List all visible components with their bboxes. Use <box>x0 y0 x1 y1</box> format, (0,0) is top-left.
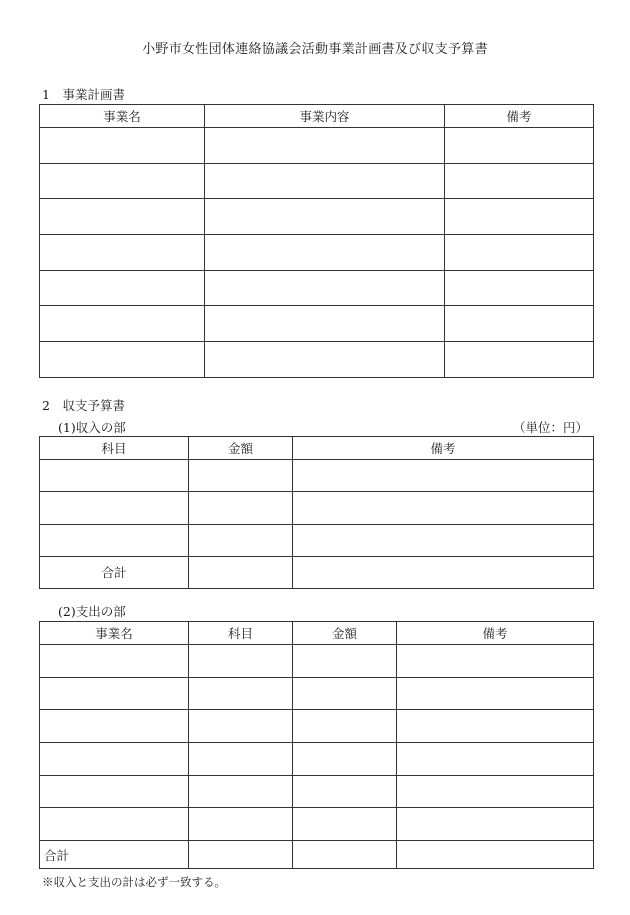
expense-cell[interactable] <box>40 775 189 808</box>
expense-cell[interactable] <box>397 677 594 710</box>
expense-cell[interactable] <box>189 808 293 841</box>
plan-row <box>40 199 594 235</box>
expense-heading: (2)支出の部 <box>58 604 126 619</box>
expense-cell[interactable] <box>397 645 594 678</box>
expense-header-item: 科目 <box>189 622 293 645</box>
expense-cell[interactable] <box>397 743 594 776</box>
expense-total-notes[interactable] <box>397 841 594 869</box>
expense-row <box>40 710 594 743</box>
plan-row <box>40 270 594 306</box>
expense-row <box>40 645 594 678</box>
plan-cell[interactable] <box>445 270 594 306</box>
expense-cell[interactable] <box>189 710 293 743</box>
income-cell[interactable] <box>40 460 189 492</box>
plan-cell[interactable] <box>40 270 205 306</box>
income-cell[interactable] <box>293 460 594 492</box>
income-cell[interactable] <box>189 460 293 492</box>
plan-cell[interactable] <box>445 306 594 342</box>
section2-heading: 2 収支予算書 <box>42 398 125 413</box>
income-total-label: 合計 <box>40 556 189 588</box>
plan-cell[interactable] <box>445 235 594 271</box>
expense-cell[interactable] <box>189 775 293 808</box>
plan-row <box>40 306 594 342</box>
expense-total-label: 合計 <box>40 841 189 869</box>
expense-cell[interactable] <box>40 710 189 743</box>
plan-cell[interactable] <box>205 199 445 235</box>
expense-row <box>40 677 594 710</box>
plan-cell[interactable] <box>205 270 445 306</box>
plan-cell[interactable] <box>40 128 205 164</box>
expense-cell[interactable] <box>40 677 189 710</box>
plan-cell[interactable] <box>205 163 445 199</box>
section1-heading: 1 事業計画書 <box>42 87 125 102</box>
income-table <box>39 436 594 589</box>
expense-row <box>40 775 594 808</box>
expense-row <box>40 743 594 776</box>
plan-cell[interactable] <box>445 199 594 235</box>
plan-cell[interactable] <box>445 163 594 199</box>
expense-cell[interactable] <box>397 775 594 808</box>
unit-label: （単位：円） <box>512 420 588 435</box>
income-row <box>40 460 594 492</box>
plan-row <box>40 128 594 164</box>
plan-header-content: 事業内容 <box>205 105 445 128</box>
expense-cell[interactable] <box>40 743 189 776</box>
expense-cell[interactable] <box>293 710 397 743</box>
plan-row <box>40 342 594 378</box>
plan-cell[interactable] <box>40 306 205 342</box>
expense-cell[interactable] <box>189 677 293 710</box>
footnote: ※収入と支出の計は必ず一致する。 <box>42 875 226 889</box>
plan-cell[interactable] <box>40 199 205 235</box>
expense-header-amount: 金額 <box>293 622 397 645</box>
plan-cell[interactable] <box>40 235 205 271</box>
income-row <box>40 524 594 556</box>
income-header-notes: 備考 <box>293 437 594 460</box>
plan-cell[interactable] <box>205 342 445 378</box>
plan-header-name: 事業名 <box>40 105 205 128</box>
income-cell[interactable] <box>293 492 594 524</box>
expense-row <box>40 808 594 841</box>
plan-cell[interactable] <box>40 342 205 378</box>
expense-cell[interactable] <box>293 775 397 808</box>
expense-cell[interactable] <box>189 645 293 678</box>
income-total-amount[interactable] <box>189 556 293 588</box>
expense-table <box>39 621 594 869</box>
income-cell[interactable] <box>293 524 594 556</box>
income-cell[interactable] <box>40 524 189 556</box>
plan-cell[interactable] <box>205 306 445 342</box>
income-header-amount: 金額 <box>189 437 293 460</box>
page-title: 小野市女性団体連絡協議会活動事業計画書及び収支予算書 <box>142 42 488 57</box>
expense-cell[interactable] <box>293 645 397 678</box>
plan-cell[interactable] <box>205 128 445 164</box>
expense-cell[interactable] <box>293 743 397 776</box>
expense-cell[interactable] <box>40 808 189 841</box>
plan-header-notes: 備考 <box>445 105 594 128</box>
plan-row <box>40 235 594 271</box>
income-cell[interactable] <box>189 492 293 524</box>
plan-cell[interactable] <box>445 128 594 164</box>
expense-cell[interactable] <box>189 743 293 776</box>
plan-table <box>39 104 594 378</box>
income-heading: (1)収入の部 <box>58 420 126 435</box>
expense-header-project: 事業名 <box>40 622 189 645</box>
expense-cell[interactable] <box>40 645 189 678</box>
income-cell[interactable] <box>40 492 189 524</box>
income-total-notes[interactable] <box>293 556 594 588</box>
expense-total-item[interactable] <box>189 841 293 869</box>
expense-total-amount[interactable] <box>293 841 397 869</box>
expense-header-notes: 備考 <box>397 622 594 645</box>
expense-cell[interactable] <box>397 710 594 743</box>
plan-row <box>40 163 594 199</box>
income-header-item: 科目 <box>40 437 189 460</box>
plan-cell[interactable] <box>445 342 594 378</box>
income-cell[interactable] <box>189 524 293 556</box>
plan-cell[interactable] <box>205 235 445 271</box>
plan-cell[interactable] <box>40 163 205 199</box>
expense-cell[interactable] <box>293 808 397 841</box>
income-row <box>40 492 594 524</box>
expense-cell[interactable] <box>293 677 397 710</box>
expense-cell[interactable] <box>397 808 594 841</box>
